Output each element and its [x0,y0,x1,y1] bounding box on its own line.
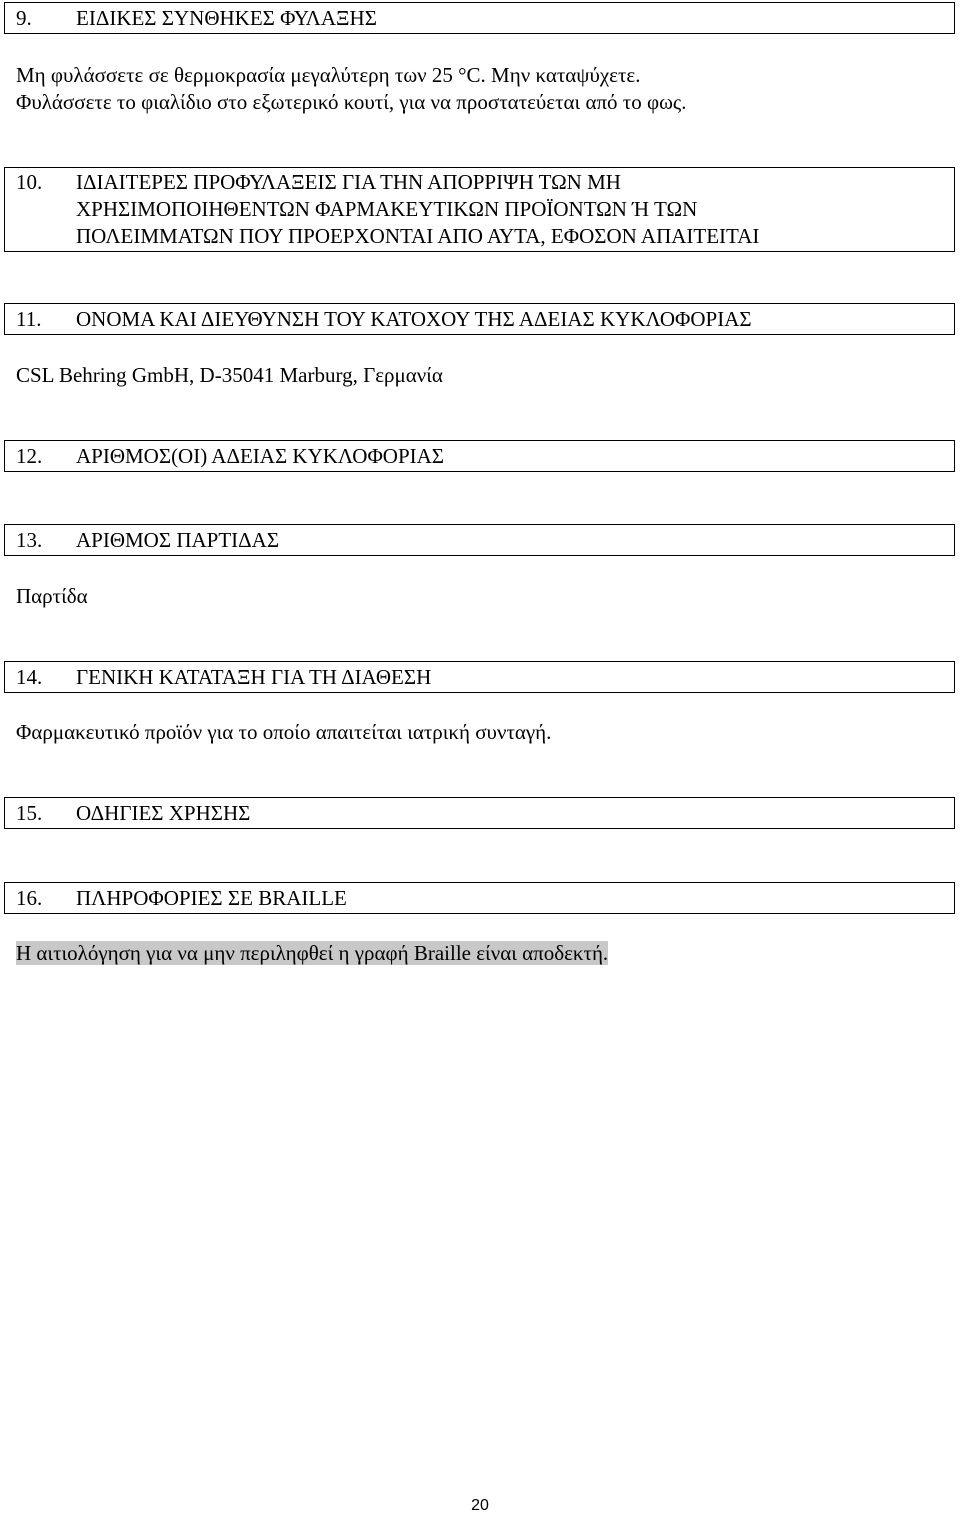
section-10-header [4,167,955,252]
section-title: ΑΡΙΘΜΟΣ(ΟΙ) ΑΔΕΙΑΣ ΚΥΚΛΟΦΟΡΙΑΣ [76,444,445,468]
section-title: ΠΛΗΡΟΦΟΡΙΕΣ ΣΕ BRAILLE [76,886,347,910]
section-number: 15. [16,801,43,825]
section-12-header [4,440,955,472]
section-13-header [4,524,955,556]
section-11-line-1: CSL Behring GmbH, D-35041 Marburg, Γερμανία [16,363,443,387]
section-title: ΟΔΗΓΙΕΣ ΧΡΗΣΗΣ [76,801,251,825]
section-15-header [4,797,955,829]
highlighted-text: Η αιτιολόγηση για να μην περιληφθεί η γραφή Braille είναι αποδεκτή. [16,941,609,965]
section-title: ΟΝΟΜΑ ΚΑΙ ΔΙΕΥΘΥΝΣΗ ΤΟΥ ΚΑΤΟΧΟΥ ΤΗΣ ΑΔΕΙΑΣ ΚΥΚΛΟΦΟΡΙΑΣ [76,307,752,331]
section-number: 14. [16,665,43,689]
section-14-line-1: Φαρμακευτικό προϊόν για το οποίο απαιτείται ιατρική συνταγή. [16,720,552,744]
section-title-line: ΧΡΗΣΙΜΟΠΟΙΗΘΕΝΤΩΝ ΦΑΡΜΑΚΕΥΤΙΚΩΝ ΠΡΟΪΟΝΤΩΝ Ή ΤΩΝ [76,197,698,221]
section-number: 10. [16,170,43,194]
section-number: 13. [16,528,43,552]
section-title: ΕΙΔΙΚΕΣ ΣΥΝΘΗΚΕΣ ΦΥΛΑΞΗΣ [76,6,377,30]
section-title-line: ΠΟΛΕΙΜΜΑΤΩΝ ΠΟΥ ΠΡΟΕΡΧΟΝΤΑΙ ΑΠΟ ΑΥΤΑ, ΕΦΟΣΟΝ ΑΠΑΙΤΕΙΤΑΙ [76,224,760,248]
section-16-header [4,882,955,914]
section-title: ΓΕΝΙΚΗ ΚΑΤΑΤΑΞΗ ΓΙΑ ΤΗ ΔΙΑΘΕΣΗ [76,665,432,689]
section-14-header [4,661,955,693]
section-9-header [4,2,955,34]
section-number: 9. [16,6,32,30]
section-11-header [4,303,955,335]
section-number: 11. [16,307,42,331]
section-number: 16. [16,886,43,910]
section-9-line-2: Φυλάσσετε το φιαλίδιο στο εξωτερικό κουτί, για να προστατεύεται από το φως. [16,90,687,114]
section-13-line-1: Παρτίδα [16,584,88,608]
section-title: ΑΡΙΘΜΟΣ ΠΑΡΤΙΔΑΣ [76,528,280,552]
section-number: 12. [16,444,43,468]
section-9-line-1: Μη φυλάσσετε σε θερμοκρασία μεγαλύτερη των 25 °C. Μην καταψύχετε. [16,63,641,87]
page-number: 20 [471,1497,489,1514]
section-16-line-1 [16,940,608,967]
section-title-line: ΙΔΙΑΙΤΕΡΕΣ ΠΡΟΦΥΛΑΞΕΙΣ ΓΙΑ ΤΗΝ ΑΠΟΡΡΙΨΗ ΤΩΝ ΜΗ [76,170,621,194]
